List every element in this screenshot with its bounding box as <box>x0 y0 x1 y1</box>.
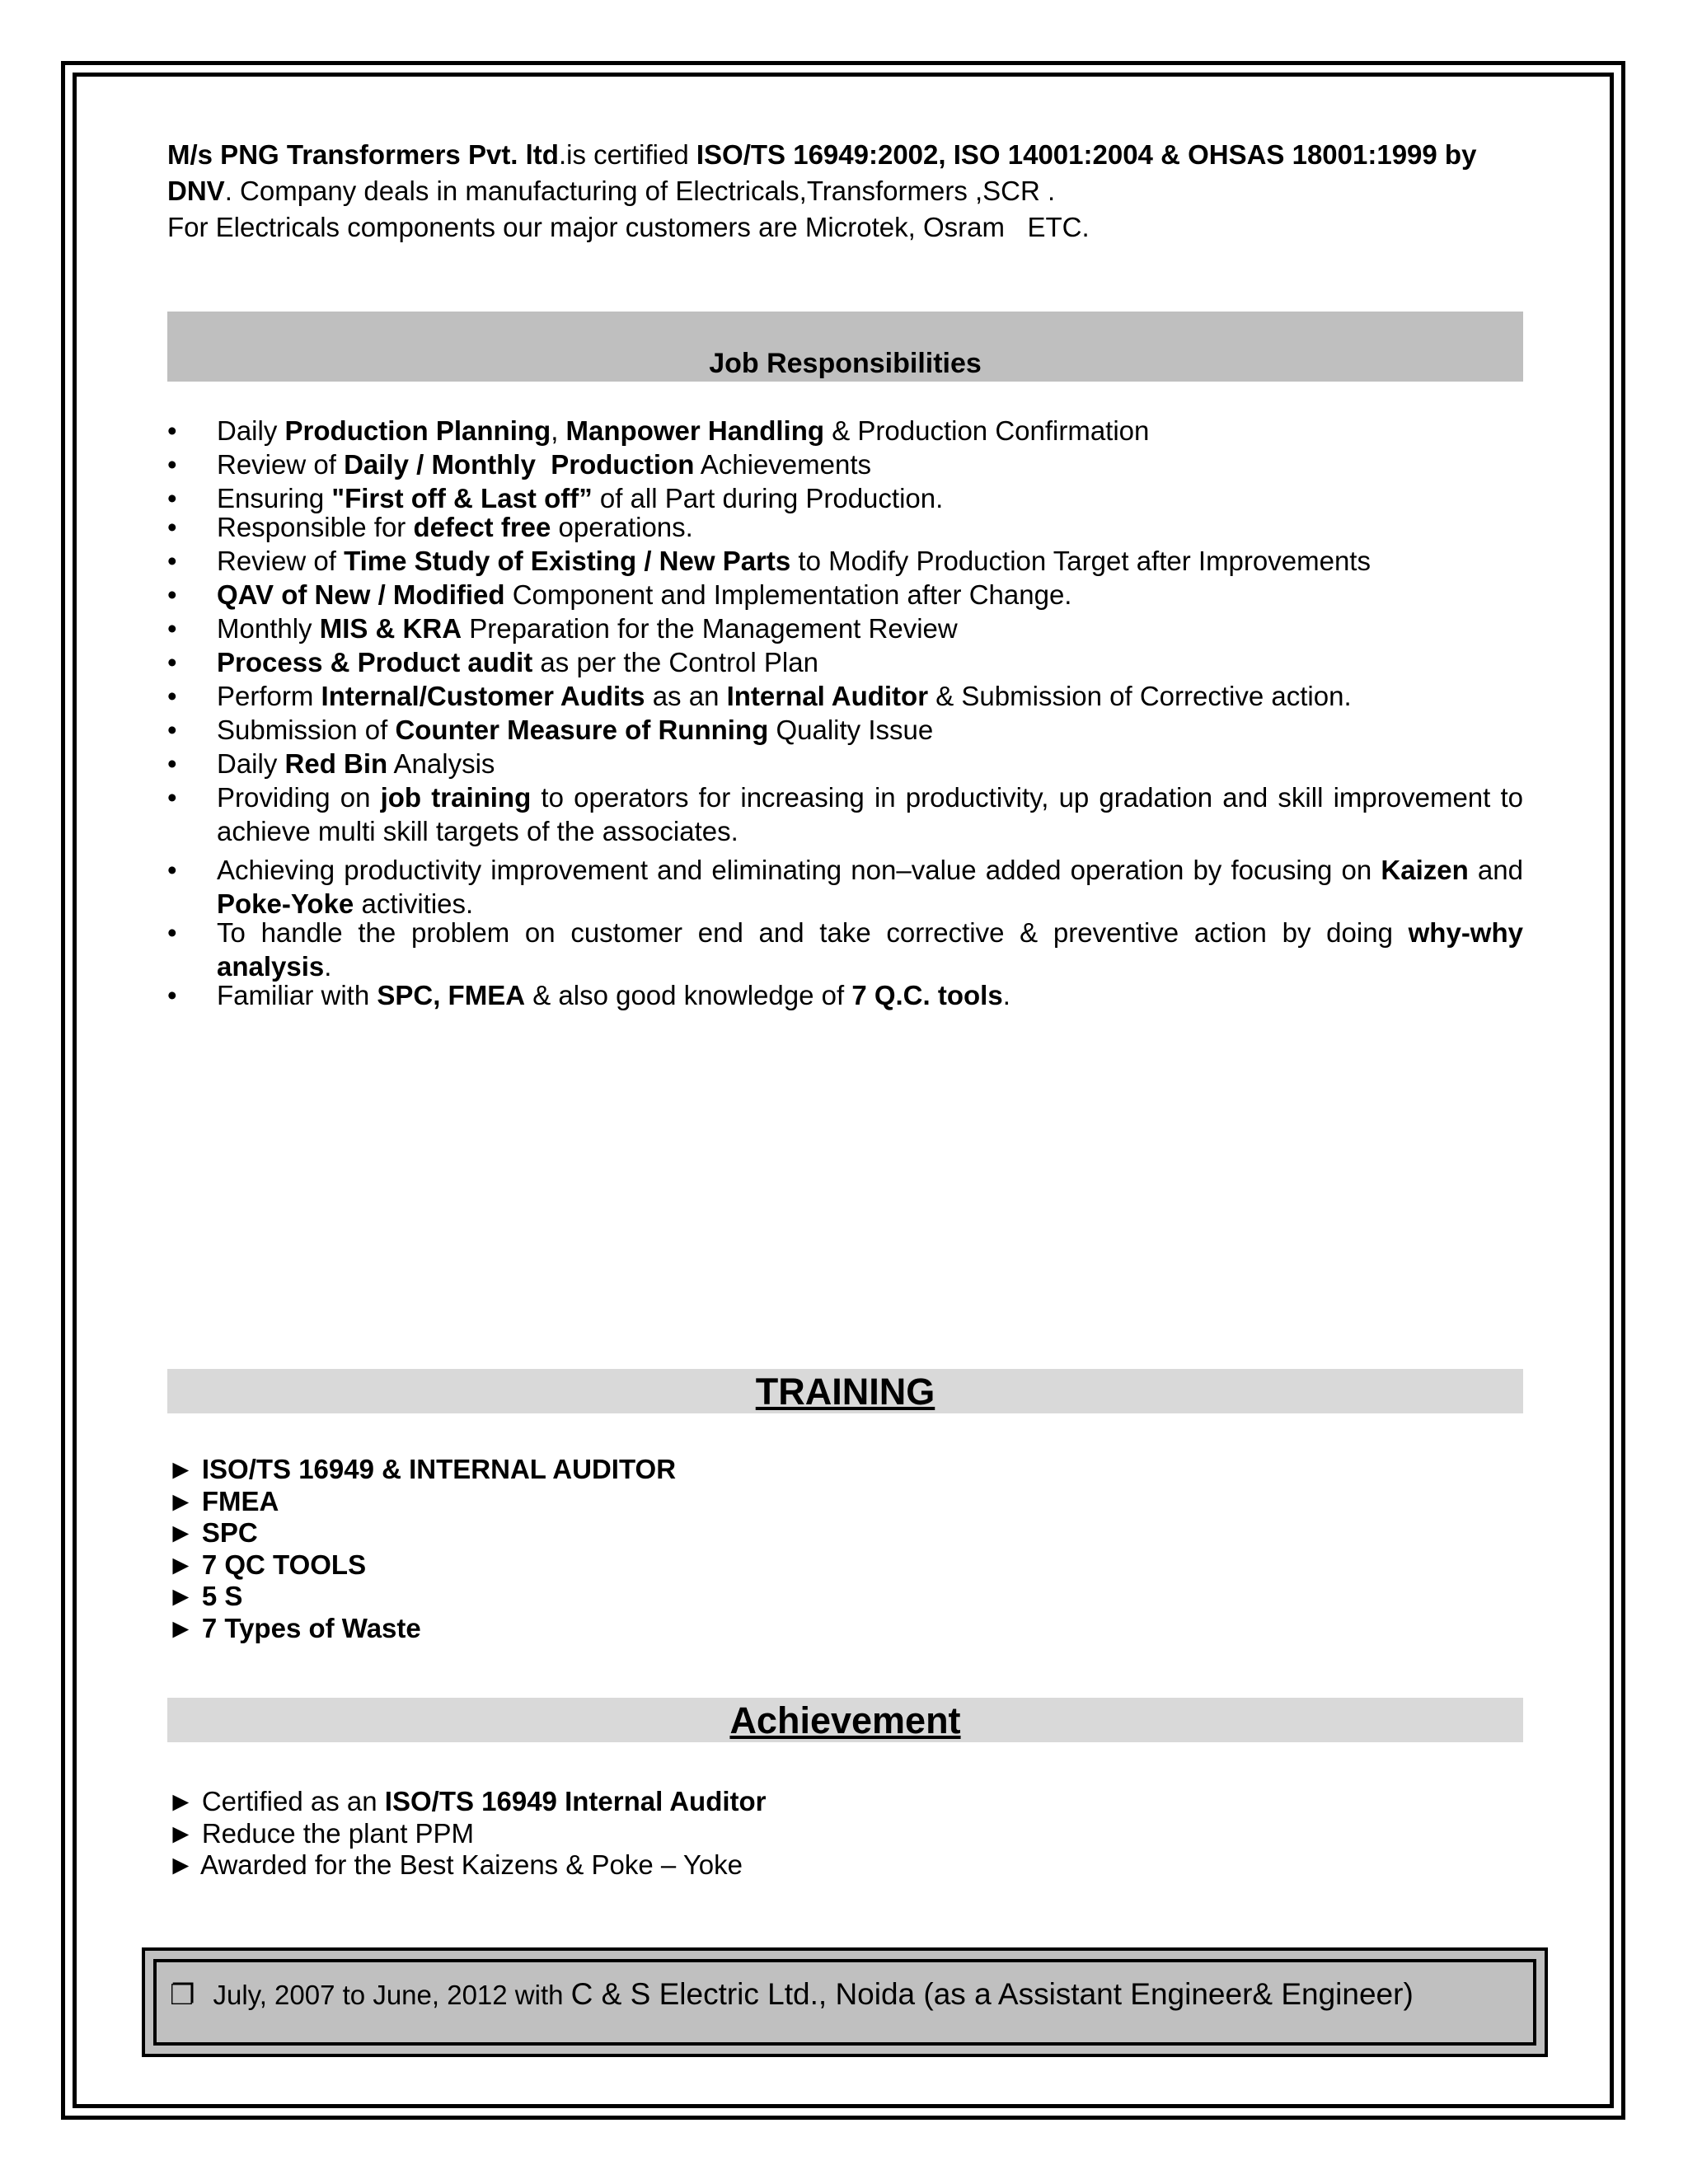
text-run: . <box>1002 980 1010 1010</box>
text-run: Perform <box>217 681 321 711</box>
bold-text: Poke-Yoke <box>217 888 354 919</box>
achievement-title: Achievement <box>729 1699 961 1741</box>
intro-line-2 <box>167 173 1527 209</box>
company-intro <box>167 137 1527 246</box>
bullet-icon: • <box>167 647 177 677</box>
arrow-marker-icon: ► <box>167 1581 195 1611</box>
bullet-icon: • <box>167 613 177 644</box>
bold-text: Counter Measure of Running <box>395 715 769 745</box>
text-run: Ensuring <box>217 483 332 513</box>
bullet-icon: • <box>167 579 177 610</box>
bold-text: Red Bin <box>284 748 388 779</box>
responsibility-item <box>167 645 1523 679</box>
text-run: & also good knowledge of <box>525 980 852 1010</box>
text-run: & Production Confirmation <box>824 415 1150 446</box>
text-run: , <box>551 415 566 446</box>
text-run: Daily <box>217 415 285 446</box>
text-run: Submission of <box>217 715 396 745</box>
bold-text: Time Study of Existing / New Parts <box>344 546 791 576</box>
training-item <box>167 1517 676 1549</box>
bullet-icon: • <box>167 483 177 513</box>
responsibility-item <box>167 978 1523 1012</box>
arrow-marker-icon: ► <box>167 1549 195 1580</box>
text-run: activities. <box>354 888 474 919</box>
text-run: as per the Control Plan <box>532 647 818 677</box>
bold-text: Daily / Monthly Production <box>344 449 695 480</box>
checkbox-icon: ❐ <box>170 1980 195 2011</box>
text-run: Monthly <box>217 613 320 644</box>
text-run: Responsible for <box>217 512 414 542</box>
text-run: .is certified <box>558 139 696 170</box>
bold-text: Process & Product audit <box>217 647 533 677</box>
experience-line <box>170 1977 1414 2012</box>
training-item <box>167 1613 676 1645</box>
training-item <box>167 1581 676 1613</box>
training-item-label: 7 Types of Waste <box>201 1612 421 1643</box>
bullet-icon: • <box>167 415 177 446</box>
bold-text: "First off & Last off” <box>331 483 593 513</box>
bullet-icon: • <box>167 782 177 813</box>
responsibility-item <box>167 679 1523 713</box>
text-run: Preparation for the Management Review <box>462 613 958 644</box>
bold-text: defect free <box>413 512 551 542</box>
experience-employer: C & S Electric Ltd., Noida (as a Assistant Engineer& Engineer) <box>570 1977 1414 2011</box>
bullet-icon: • <box>167 449 177 480</box>
responsibility-item <box>167 612 1523 645</box>
text-run: . Company deals in manufacturing of Electricals,Transformers ,SCR . <box>224 176 1056 206</box>
experience-box-inner <box>153 1959 1536 2046</box>
intro-line-1 <box>167 137 1527 173</box>
achievement-item <box>167 1818 767 1850</box>
bullet-icon: • <box>167 546 177 576</box>
bold-text: Internal Auditor <box>726 681 929 711</box>
training-item-label: 7 QC TOOLS <box>201 1549 367 1580</box>
bullet-icon: • <box>167 512 177 542</box>
bullet-icon: • <box>167 980 177 1010</box>
text-run: and <box>1468 855 1531 885</box>
training-item-label: 5 S <box>201 1581 243 1611</box>
training-item-label: FMEA <box>201 1485 279 1516</box>
achievement-item <box>167 1786 767 1818</box>
job-responsibilities-title: Job Responsibilities <box>709 348 982 379</box>
text-run: Certified as an <box>201 1786 385 1816</box>
bullet-icon: • <box>167 917 177 948</box>
bold-text: Kaizen <box>1381 855 1469 885</box>
text-run: Achieving productivity improvement and eliminating non–value added operation by focusing on <box>217 855 1381 885</box>
bold-text: 7 Q.C. tools <box>851 980 1003 1010</box>
text-run: Daily <box>217 748 285 779</box>
text-run: Providing on <box>217 782 381 813</box>
text-run: Awarded for the Best Kaizens & Poke – Yoke <box>200 1849 743 1880</box>
responsibility-item <box>167 916 1531 983</box>
text-run: Component and Implementation after Change. <box>504 579 1072 610</box>
bold-text: DNV <box>167 176 225 206</box>
achievement-header <box>167 1698 1523 1742</box>
bold-text: MIS & KRA <box>319 613 462 644</box>
text-run: . <box>324 951 332 982</box>
intro-line-3: For Electricals components our major customers are Microtek, Osram ETC. <box>167 212 1090 242</box>
bold-text: ISO/TS 16949 Internal Auditor <box>384 1786 767 1816</box>
text-run: of all Part during Production. <box>592 483 944 513</box>
responsibility-item <box>167 747 1523 780</box>
responsibility-item <box>167 713 1523 747</box>
training-item <box>167 1549 676 1582</box>
text-run: Review of <box>217 546 345 576</box>
arrow-marker-icon: ► <box>167 1786 195 1816</box>
bold-text: why-why analysis <box>217 917 1531 982</box>
bold-text: M/s PNG Transformers Pvt. ltd <box>167 139 559 170</box>
bold-text: QAV of New / Modified <box>217 579 505 610</box>
training-list <box>167 1454 676 1644</box>
arrow-marker-icon: ► <box>167 1612 195 1643</box>
job-responsibilities-header <box>167 312 1523 382</box>
bullet-icon: • <box>167 855 177 885</box>
bullet-icon: • <box>167 748 177 779</box>
text-run: operations. <box>551 512 693 542</box>
bold-text: Internal/Customer Audits <box>321 681 645 711</box>
arrow-marker-icon: ► <box>167 1849 195 1880</box>
responsibility-item <box>167 780 1531 848</box>
experience-period: July, 2007 to June, 2012 with <box>213 1980 571 2010</box>
responsibility-item <box>167 510 1523 544</box>
text-run: to Modify Production Target after Improvements <box>790 546 1371 576</box>
bold-text: Production Planning <box>284 415 551 446</box>
training-title: TRAINING <box>755 1371 935 1413</box>
responsibility-item <box>167 578 1523 612</box>
arrow-marker-icon: ► <box>167 1517 195 1548</box>
arrow-marker-icon: ► <box>167 1485 195 1516</box>
responsibility-item <box>167 853 1531 921</box>
text-run: Quality Issue <box>768 715 934 745</box>
training-item <box>167 1454 676 1486</box>
text-run: Reduce the plant PPM <box>201 1817 475 1849</box>
job-responsibilities-list <box>167 414 1531 1012</box>
arrow-marker-icon: ► <box>167 1454 195 1484</box>
arrow-marker-icon: ► <box>167 1817 195 1849</box>
text-run: Review of <box>217 449 345 480</box>
text-run: as an <box>645 681 727 711</box>
responsibility-item <box>167 448 1523 481</box>
training-header <box>167 1369 1523 1413</box>
bold-text: job training <box>380 782 532 813</box>
text-run: to operators for increasing in productivity, up gradation and skill improvement to achieve multi skill targets of the associates. <box>217 782 1531 846</box>
bold-text: SPC, FMEA <box>377 980 526 1010</box>
text-run: & Submission of Corrective action. <box>928 681 1352 711</box>
responsibility-item <box>167 414 1523 448</box>
achievement-list <box>167 1786 767 1882</box>
achievement-item <box>167 1849 767 1882</box>
training-item-label: ISO/TS 16949 & INTERNAL AUDITOR <box>201 1454 677 1484</box>
text-run: Analysis <box>387 748 495 779</box>
responsibility-item <box>167 544 1523 578</box>
training-item-label: SPC <box>201 1517 258 1548</box>
text-run: To handle the problem on customer end and take corrective & preventive action by doing <box>217 917 1409 948</box>
bold-text: Manpower Handling <box>565 415 825 446</box>
bold-text: ISO/TS 16949:2002, ISO 14001:2004 & OHSAS 18001:1999 by <box>696 139 1477 170</box>
text-run: Achievements <box>694 449 872 480</box>
bullet-icon: • <box>167 715 177 745</box>
bullet-icon: • <box>167 681 177 711</box>
experience-box <box>142 1947 1548 2057</box>
text-run: Familiar with <box>217 980 377 1010</box>
training-item <box>167 1486 676 1518</box>
